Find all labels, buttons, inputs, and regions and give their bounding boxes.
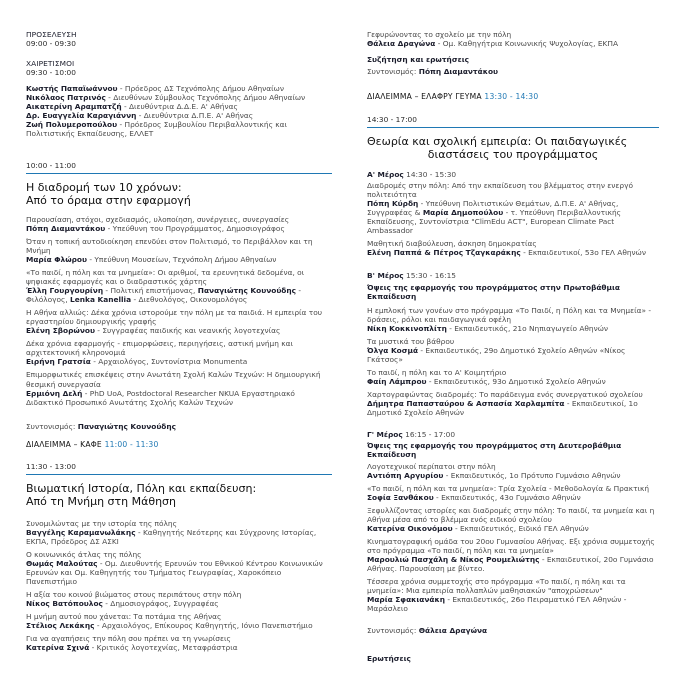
break2: [367, 92, 659, 101]
speaker-line: [26, 528, 332, 546]
speaker-line: [26, 224, 332, 233]
speaker-name: Κατερίνα Οικονόμου: [367, 524, 453, 534]
speaker-line: [367, 595, 659, 613]
speaker-name: Δήμητρα Παπασταύρου & Ασπασία Χαρλαμπίτα: [367, 399, 565, 409]
speaker-name: Πόπη Κύρδη: [367, 199, 419, 209]
speaker-name: Lenka Kanellia: [70, 295, 132, 305]
partC-heading: [367, 430, 659, 439]
topic-line: Τέσσερα χρόνια συμμετοχής στο πρόγραμμα «Το παιδί, η πόλη και τα μνημεία»: Μια εμπειρία πολλαπλών μαθησιακών "αποχρώσεων": [367, 577, 626, 596]
coordinator-label: Συντονισμός:: [367, 626, 419, 635]
speaker-line: [367, 471, 659, 480]
right-top-items: [367, 30, 659, 48]
registration-block: [26, 30, 332, 48]
speaker-name: Θωμάς Μαλούτας: [26, 559, 98, 569]
topic-line: Τα μυστικά του βάθρου: [367, 337, 455, 347]
break2-time: 13:30 - 14:30: [484, 92, 539, 101]
greetings-label: ΧΑΙΡΕΤΙΣΜΟΙ: [26, 59, 75, 68]
speaker-name: Νίκη Κοκκινοπλίτη: [367, 324, 447, 334]
coordinator-label: Συντονισμός:: [26, 422, 78, 431]
greeter-line: [26, 93, 332, 102]
speaker-name: Πόπη Διαμαντάκου: [26, 224, 106, 234]
speaker-line: [367, 346, 659, 364]
speaker-name: Κατερίνα Σχινά: [26, 643, 90, 653]
registration-label: ΠΡΟΣΕΛΕΥΣΗ: [26, 30, 77, 39]
speaker-role: - Καθηγητής Νεότερης και Σύγχρονης Ιστορίας, ΕΚΠΑ, Πρόεδρος ΔΣ ΑΣΚΙ: [26, 528, 317, 547]
speaker-role: - Κριτικός λογοτεχνίας, Μεταφράστρια: [89, 643, 238, 653]
topic-line: Ο κοινωνικός άτλας της πόλης: [26, 550, 142, 560]
session1-rule: [26, 173, 332, 174]
topic-line: Το παιδί, η πόλη και το Α' Κοιμητήριο: [367, 368, 507, 378]
topic-line: Η Αθήνα αλλιώς: Δέκα χρόνια ιστορούμε την πόλη με τα παιδιά. Η εμπειρία του εργαστηρίου δημιουργικής γραφής: [26, 308, 322, 327]
session2-title-line1: Βιωματική Ιστορία, Πόλη και εκπαίδευση:: [26, 482, 257, 495]
speaker-role: - Εκπαιδευτικός, 1ο Πρότυπο Γυμνάσιο Αθηνών: [443, 471, 621, 481]
registration-time: 09:00 - 09:30: [26, 39, 76, 49]
greeter-role: - Πρόεδρος ΔΣ Τεχνόπολης Δήμου Αθηναίων: [117, 84, 284, 93]
speaker-line: [26, 643, 332, 652]
topic-line: Μαθητική διαβούλευση, άσκηση δημοκρατίας: [367, 239, 537, 249]
topic-line: Η εμπλοκή των γονέων στο πρόγραμμα «Το Παιδί, η Πόλη και τα Μνημεία» - δράσεις, ρόλοι και παιδαγωγικά οφέλη: [367, 306, 651, 325]
speaker-line: [367, 199, 659, 235]
partC-items: [367, 462, 659, 613]
speaker-line: [26, 559, 332, 586]
speaker-role: - Υπεύθυνη Πολιτιστικών Θεμάτων, Δ.Π.Ε. Α' Αθήνας, Συγγραφέας &: [367, 199, 619, 218]
speaker-name: Όλγα Κοσμά: [367, 346, 419, 356]
speaker-name: Παναγιώτης Κουνούδης: [197, 286, 297, 296]
greeter-role: - Πρόεδρος Συμβουλίου Περιβαλλοντικής και Πολιτιστικής Εκπαίδευσης, ΕΛΛΕΤ: [26, 120, 288, 139]
session1-time: 10:00 - 11:00: [26, 161, 76, 170]
speaker-line: [367, 555, 659, 573]
speaker-role: - Πολιτική επιστήμονας,: [103, 286, 198, 296]
coordinator-label: Συντονισμός:: [367, 67, 419, 76]
speaker-name: Έλλη Γουργουρίνη: [26, 286, 104, 296]
speaker-role: - Ομ. Διευθυντής Ερευνών του Εθνικού Κέντρου Κοινωνικών Ερευνών και Ομ. Καθηγητής του Τμήματος Γεωγραφίας, Χαροκόπειο Πανεπιστήμιο: [26, 559, 323, 587]
speaker-role: - Εκπαιδευτικοί, 20ο Γυμνάσιο Αθήνας. Παρουσίαση με βίντεο.: [367, 555, 654, 574]
speaker-line: [26, 357, 332, 366]
speaker-name: Ελένη Σβορώνου: [26, 326, 95, 336]
speaker-line: [367, 248, 659, 257]
partB-items: [367, 306, 659, 417]
session2-rule: [26, 474, 332, 475]
speaker-role: - Ομ. Καθηγήτρια Κοινωνικής Ψυχολογίας, ΕΚΠΑ: [435, 39, 619, 49]
speaker-name: Νίκος Βατόπουλος: [26, 599, 103, 609]
break1-time: 11:00 - 11:30: [104, 440, 159, 449]
session3-title-line2: διαστάσεις του προγράμματος: [427, 148, 599, 162]
partC-time: 16:15 - 17:00: [405, 430, 456, 439]
speaker-line: [367, 39, 659, 48]
topic-line: Ξεφυλλίζοντας ιστορίες και διαδρομές στην πόλη: Το παιδί, τα μνημεία και η Αθήνα μέσα από το βλέμμα ενός ειδικού σχολείου: [367, 506, 655, 525]
speaker-line: [26, 255, 332, 264]
topic-line: Συνομιλώντας με την ιστορία της πόλης: [26, 519, 177, 528]
speaker-role: - Εκπαιδευτικός, 29ο Δημοτικό Σχολείο Αθηνών «Νίκος Γκάτσος»: [367, 346, 626, 365]
session2-time-row: [26, 462, 332, 475]
speaker-name: Φαίη Λάμπρου: [367, 377, 427, 387]
session3-coordinator: [367, 626, 659, 635]
partA-items: [367, 181, 659, 257]
topic-line: «Το παιδί, η πόλη και τα μνημεία»: Οι αριθμοί, τα ερευνητικά δεδομένα, οι ψηφιακές εφαρμογές και ο διαδραστικός χάρτης: [26, 268, 305, 287]
session2-title: [26, 482, 332, 508]
speaker-name: Μαρία Δημοπούλου: [422, 208, 504, 218]
partA-heading: [367, 170, 659, 179]
topic-line: Η μνήμη αυτού που χάνεται: Τα ποτάμια της Αθήνας: [26, 612, 222, 622]
speaker-line: [367, 324, 659, 333]
session1-title-line2: Από το όραμα στην εφαρμογή: [26, 194, 191, 208]
speaker-line: [26, 286, 332, 304]
speaker-role: - Εκπαιδευτικός, 43ο Γυμνάσιο Αθηνών: [433, 493, 581, 503]
speaker-role: - τ. Υπεύθυνη Περιβαλλοντικής Εκπαίδευσης, Συντονίστρια "ClimEdu ACT", European Climate Pact Ambassador: [367, 208, 622, 236]
partC-title: Όψεις της εφαρμογής του προγράμματος στη Δευτεροβάθμια Εκπαίδευση: [367, 441, 622, 460]
partB-heading: [367, 271, 659, 280]
greeter-name: Δρ. Ευαγγελία Καραγιάννη: [26, 111, 137, 121]
speaker-name: Αντιόπη Αργυρίου: [367, 471, 444, 481]
topic-line: Χαρτογραφώντας διαδρομές: Το παράδειγμα ενός συνεργατικού σχολείου: [367, 390, 643, 400]
speaker-name: Μαρία Σφακιανάκη: [367, 595, 445, 605]
right-coordinator: [367, 67, 659, 76]
partA-label: Α' Μέρος: [367, 170, 404, 179]
greeter-name: Κωστής Παπαϊωάννου: [26, 84, 118, 93]
session2-title-line2: Από τη Μνήμη στη Μάθηση: [26, 495, 176, 509]
greetings-time: 09:30 - 10:00: [26, 68, 76, 78]
speaker-role: - PhD UoA, Postdoctoral Researcher NKUA Εργαστηριακό Διδακτικό Προσωπικό Ανωτάτης Σχολής Καλών Τεχνών: [26, 388, 295, 407]
speaker-line: [367, 493, 659, 502]
break1: [26, 440, 332, 449]
partC-label: Γ' Μέρος: [367, 430, 403, 439]
speaker-role: - Εκπαιδευτικός, Ειδικό ΓΕΛ Αθηνών: [452, 524, 589, 534]
topic-line: Κινηματογραφική ομάδα του 20ου Γυμνασίου Αθήνας. Εξι χρόνια συμμετοχής στο πρόγραμμα «Το παιδί, η πόλη και τα μνημεία»: [367, 537, 655, 556]
speaker-role: - Υπεύθυνη του Προγράμματος, Δημοσιογράφος: [105, 224, 285, 234]
break2-label: ΔΙΑΛΕΙΜΜΑ – ΕΛΑΦΡΥ ΓΕΥΜΑ: [367, 92, 482, 101]
speaker-role: - Διεθνολόγος, Οικονομολόγος: [131, 295, 248, 305]
partB-time: 15:30 - 16:15: [406, 271, 457, 280]
session1-title-line1: Η διαδρομή των 10 χρόνων:: [26, 181, 182, 194]
session3-time-row: [367, 115, 659, 128]
greeter-line: [26, 84, 332, 93]
session3-title-line1: Θεωρία και σχολική εμπειρία: Οι παιδαγωγικές: [367, 135, 628, 148]
speaker-line: [367, 524, 659, 533]
speaker-line: [26, 326, 332, 335]
session1-time-row: [26, 161, 332, 174]
speaker-role: - Αρχαιολόγος, Συντονίστρια Monumenta: [90, 357, 248, 367]
speaker-role: - Συγγραφέας παιδικής και νεανικής λογοτεχνίας: [94, 326, 281, 336]
speaker-line: [26, 599, 332, 608]
topic-line: Δέκα χρόνια εφαρμογής - επιμορφώσεις, περιηγήσεις, αστική μνήμη και αρχιτεκτονική κληρονομιά: [26, 339, 293, 358]
session2-time: 11:30 - 13:00: [26, 462, 76, 471]
session2-items: [26, 519, 332, 652]
speaker-role: - Εκπαιδευτικοί, 1ο Δημοτικό Σχολείο Αθηνών: [367, 399, 638, 418]
greeters-list: [26, 84, 332, 138]
session1-items: [26, 215, 332, 407]
speaker-name: Θάλεια Δραγώνα: [367, 39, 436, 49]
session3-time: 14:30 - 17:00: [367, 115, 417, 124]
speaker-line: [367, 399, 659, 417]
topic-line: Διαδρομές στην πόλη: Από την εκπαίδευση του βλέμματος στην ενεργό πολιτειότητα: [367, 181, 633, 200]
speaker-role: - Αρχαιολόγος, Επίκουρος Καθηγητής, Ιόνιο Πανεπιστήμιο: [94, 621, 313, 631]
session3-rule: [367, 127, 659, 128]
greeter-role: - Διευθύνων Σύμβουλος Τεχνόπολης Δήμου Αθηναίων: [105, 93, 306, 103]
greeter-role: - Διευθύντρια Δ.Π.Ε. Α' Αθήνας: [136, 111, 254, 121]
greeter-line: [26, 120, 332, 138]
break1-label: ΔΙΑΛΕΙΜΜΑ – ΚΑΦΕ: [26, 440, 102, 449]
speaker-name: Σοφία Ξανθάκου: [367, 493, 434, 503]
topic-line: Παρουσίαση, στόχοι, σχεδιασμός, υλοποίηση, συνέργειες, συνεργασίες: [26, 215, 290, 224]
coordinator-name: Πόπη Διαμαντάκου: [418, 67, 499, 76]
greeter-line: [26, 102, 332, 111]
speaker-role: - Δημοσιογράφος, Συγγραφέας: [102, 599, 219, 609]
speaker-role: - Εκπαιδευτικός, 26ο Πειραματικό ΓΕΛ Αθηνών - Μαράσλειο: [367, 595, 627, 614]
greeter-role: - Διευθύντρια Δ.Δ.Ε. Α' Αθήνας: [121, 102, 238, 112]
greeter-name: Ζωή Πολυμεροπούλου: [26, 120, 118, 130]
partA-time: 14:30 - 15:30: [406, 170, 457, 179]
speaker-role: - Υπεύθυνη Μουσείων, Τεχνόπολη Δήμου Αθηναίων: [87, 255, 277, 265]
greetings-block: [26, 59, 332, 77]
questions-label: Ερωτήσεις: [367, 654, 411, 663]
speaker-role: - Φιλόλογος,: [26, 286, 302, 305]
speaker-name: Ειρήνη Γρατσία: [26, 357, 91, 367]
topic-line: Όταν η τοπική αυτοδιοίκηση επενδύει στον Πολιτισμό, το Περιβάλλον και τη Μνήμη: [26, 237, 313, 256]
partB-label: Β' Μέρος: [367, 271, 404, 280]
greeter-line: [26, 111, 332, 120]
speaker-line: [26, 389, 332, 407]
topic-line: «Το παιδί, η πόλη και τα μνημεία»: Τρία Σχολεία - Μεθοδολογία & Πρακτική: [367, 484, 650, 494]
topic-line: Λογοτεχνικοί περίπατοι στην πόλη: [367, 462, 496, 471]
speaker-name: Ερμιόνη Δελή: [26, 388, 83, 398]
topic-line: Η αξία του κοινού βιώματος στους περιπάτους στην πόλη: [26, 590, 242, 600]
speaker-line: [26, 621, 332, 630]
speaker-name: Μαρία Φλώρου: [26, 255, 87, 265]
greeter-name: Αικατερίνη Αραμπατζή: [26, 102, 122, 112]
speaker-name: Βαγγέλης Καραμανωλάκης: [26, 528, 136, 538]
coordinator-name: Παναγιώτης Κουνούδης: [77, 422, 177, 431]
coordinator-name: Θάλεια Δραγώνα: [418, 626, 488, 635]
topic-line: Επιμορφωτικές επισκέψεις στην Ανωτάτη Σχολή Καλών Τεχνών: Η δημιουργική θεσμική συνεργασία: [26, 370, 321, 389]
speaker-role: - Εκπαιδευτικοί, 53ο ΓΕΛ Αθηνών: [520, 248, 646, 258]
topic-line: Για να αγαπήσεις την πόλη σου πρέπει να τη γνωρίσεις: [26, 634, 231, 644]
session3-title: [367, 135, 659, 161]
topic-line: Γεφυρώνοντας το σχολείο με την πόλη: [367, 30, 512, 39]
speaker-name: Ελένη Παππά & Πέτρος Τζαγκαράκης: [367, 248, 521, 258]
session1-coordinator: [26, 422, 332, 431]
session1-title: [26, 181, 332, 207]
speaker-line: [367, 377, 659, 386]
greeter-name: Νικόλαος Πατρινός: [26, 93, 106, 103]
speaker-name: Στέλιος Λεκάκης: [26, 621, 95, 631]
speaker-name: Μαρουλιώ Πασχάλη & Νίκος Ρουμελιώτης: [367, 555, 540, 565]
speaker-role: - Εκπαιδευτικός, 21ο Νηπιαγωγείο Αθηνών: [446, 324, 609, 334]
partB-title: Όψεις της εφαρμογής του προγράμματος στην Πρωτοβάθμια Εκπαίδευση: [367, 283, 620, 302]
discussion-label: Συζήτηση και ερωτήσεις: [367, 55, 469, 64]
speaker-role: - Εκπαιδευτικός, 93ο Δημοτικό Σχολείο Αθηνών: [426, 377, 606, 387]
